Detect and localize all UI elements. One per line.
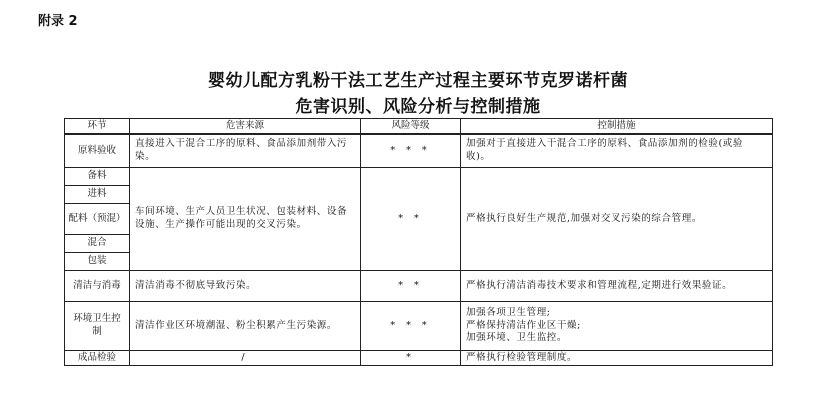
risk-level-cell: * * (361, 271, 461, 302)
document-title: 婴幼儿配方乳粉干法工艺生产过程主要环节克罗诺杆菌 (208, 71, 628, 91)
table-row (65, 134, 773, 168)
control-measure-line: 加强环境、卫生监控。 (466, 332, 568, 344)
header-step: 环节 (65, 119, 130, 135)
control-cell: 严格执行清洁消毒技术要求和管理流程,定期进行效果验证。 (461, 271, 773, 302)
hazard-cell: 车间环境、生产人员卫生状况、包装材料、设备设施、生产操作可能出现的交叉污染。 (130, 168, 361, 271)
control-measure-line: 严格保持清洁作业区干燥; (466, 319, 581, 331)
table-row (65, 168, 773, 186)
hazard-cell: / (130, 351, 361, 366)
header-control-measures: 控制措施 (461, 119, 773, 135)
table-row (65, 351, 773, 366)
step-cell: 包装 (65, 253, 130, 271)
step-cell: 原料验收 (65, 134, 130, 168)
header-hazard-source: 危害来源 (130, 119, 361, 135)
control-cell (461, 302, 773, 351)
risk-level-cell: * * (361, 168, 461, 271)
table-header-row (65, 119, 773, 135)
table-row (65, 271, 773, 302)
header-risk-level: 风险等级 (361, 119, 461, 135)
step-cell: 混合 (65, 235, 130, 253)
risk-level-cell: * (361, 351, 461, 366)
control-cell: 严格执行良好生产规范,加强对交叉污染的综合管理。 (461, 168, 773, 271)
control-measure-line: 加强各项卫生管理; (466, 306, 551, 318)
hazard-cell: 清洁作业区环境潮湿、粉尘积累产生污染源。 (130, 302, 361, 351)
hazard-cell: 清洁消毒不彻底导致污染。 (130, 271, 361, 302)
step-cell: 配料（预混） (65, 204, 130, 235)
step-cell: 清洁与消毒 (65, 271, 130, 302)
hazard-cell: 直接进入干混合工序的原料、食品添加剂带入污染。 (130, 134, 361, 168)
step-cell: 进料 (65, 186, 130, 204)
hazard-analysis-table (64, 118, 773, 366)
control-cell: 严格执行检验管理制度。 (461, 351, 773, 366)
step-cell: 备料 (65, 168, 130, 186)
document-subtitle: 危害识别、风险分析与控制措施 (295, 97, 541, 117)
control-cell: 加强对于直接进入干混合工序的原料、食品添加剂的检验(或验收)。 (461, 134, 773, 168)
step-cell: 成品检验 (65, 351, 130, 366)
appendix-label: 附录 2 (38, 14, 78, 29)
risk-level-cell: * * * (361, 134, 461, 168)
risk-level-cell: * * * (361, 302, 461, 351)
table-row (65, 302, 773, 351)
step-cell: 环境卫生控制 (65, 302, 130, 351)
